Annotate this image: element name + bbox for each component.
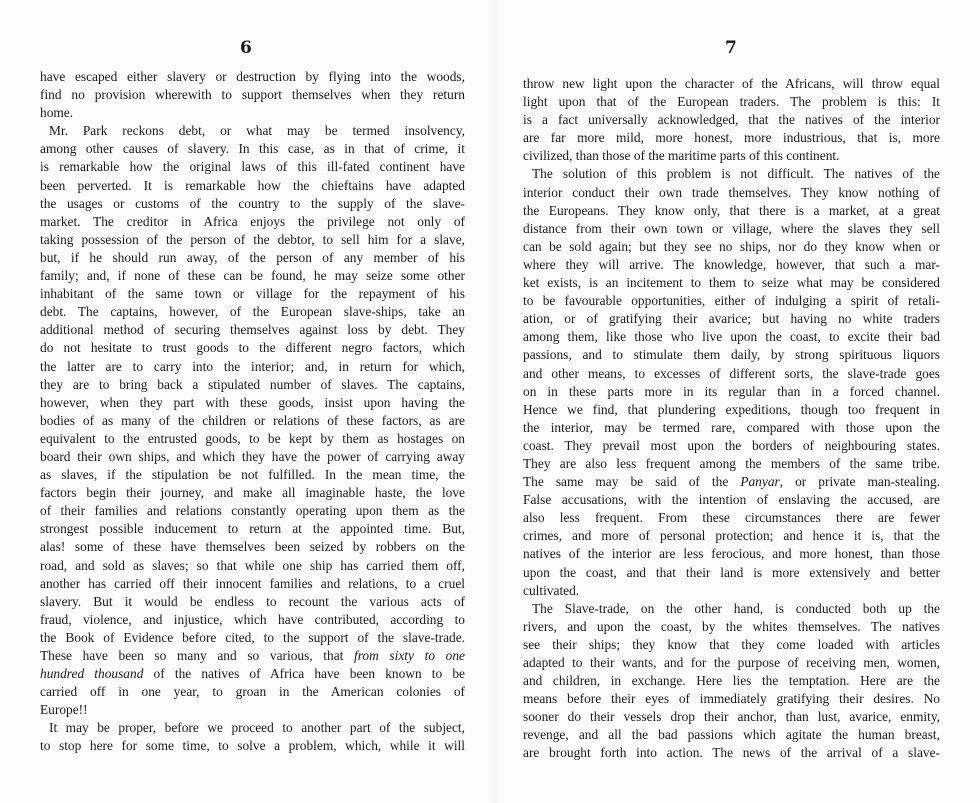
text-line: bodies of as many of the children or relations of these factors, as are: [40, 412, 465, 428]
text-line: is a fact universally acknowledged, that the natives of the interior: [523, 112, 940, 128]
text-line: also less frequent. From these circumstances there are fewer: [523, 510, 940, 526]
text-line: is remarkable how the original laws of this ill-fated continent have: [40, 159, 465, 175]
text-line: are brought forth into action. The news of the arrival of a slave-: [523, 745, 940, 761]
text-line: alas! some of these have themselves been seized by robbers on the: [40, 539, 465, 555]
text-line: False accusations, with the intention of enslaving the accused, are: [523, 492, 940, 508]
text-line: the Europeans. They know only, that there is a market, at a great: [523, 202, 940, 218]
text-line: equivalent to the entrusted goods, to be kept by them as hostages on: [40, 430, 465, 446]
text-line: adapted to their wants, and for the purpose of receiving men, women,: [523, 655, 940, 670]
text-line: and children, in exchange. Here lies the temptation. Here are the: [523, 673, 940, 689]
page-text: [40, 68, 465, 756]
text-line: taking possession of the person of the debtor, to sell him for a slave,: [40, 231, 465, 247]
text-line: factors begin their journey, and make all imaginable haste, the love: [40, 485, 465, 501]
text-line: road, and sold as slaves; so that while one ship has carried them off,: [40, 557, 465, 573]
text-line: Mr. Park reckons debt, or what may be termed insolvency,: [49, 123, 465, 139]
text-line: to stop here for some time, to solve a problem, which, while it will: [40, 738, 465, 754]
text-line: cultivated.: [523, 582, 580, 598]
text-line: fraud, violence, and injustice, which have contributed, according to: [40, 611, 465, 627]
text-line: and other means, to excesses of different sorts, the slave-trade goes: [523, 365, 940, 381]
text-line: but, if he should run away, of the person of any member of his: [40, 249, 465, 265]
page-number: 7: [725, 38, 737, 58]
book-gutter: [488, 0, 502, 803]
text-line: been perverted. It is remarkable how the chieftains have adapted: [40, 177, 465, 193]
text-line: revenge, and all the bad passions which agitate the human breast,: [523, 727, 940, 743]
text-line: ation, or of gratifying their avarice; but having no white traders: [523, 311, 940, 327]
text-line: can be sold again; but they see no ships, nor do they know when or: [523, 238, 940, 254]
right-page: [523, 0, 940, 803]
text-line: additional method of securing themselves against loss by debt. They: [40, 322, 465, 338]
text-line: are far more mild, more honest, more industrious, that is, more: [523, 130, 940, 146]
text-line: These have been so many and so various, that from sixty to one: [40, 648, 465, 663]
text-line: debt. The captains, however, of the European slave-ships, take an: [40, 304, 465, 320]
text-line: inhabitant of the same town or village for the repayment of his: [40, 286, 465, 302]
text-line: means before their eyes of immediately gratifying their desires. No: [523, 691, 940, 707]
text-line: among them, like those who live upon the coast, to excite their bad: [523, 329, 940, 345]
text-line: distance from their own town or village, where the slaves they sell: [523, 220, 940, 236]
page-number: 6: [240, 38, 252, 58]
left-page: [40, 0, 465, 803]
text-line: light upon that of the European traders. The problem is this: It: [523, 94, 940, 110]
text-line: upon the coast, and that their land is more extensively and better: [523, 564, 940, 580]
text-line: civilized, than those of the maritime parts of this continent.: [523, 148, 840, 164]
text-line: They are also less frequent among the members of the same tribe.: [523, 455, 940, 471]
text-line: interior conduct their own trade themselves. They know nothing of: [523, 184, 940, 200]
text-line: sooner do their vessels drop their anchor, than lust, avarice, enmity,: [523, 709, 940, 725]
text-line: the Book of Evidence before cited, to the support of the slave-trade.: [40, 629, 465, 645]
text-line: the latter are to carry into the interior; and, in return for which,: [40, 358, 465, 374]
text-line: strongest possible inducement to return at the appointed time. But,: [40, 521, 465, 537]
text-line: coast. They prevail most upon the borders of neighbouring states.: [523, 437, 940, 453]
text-line: market. The creditor in Africa enjoys the privilege not only of: [40, 213, 465, 229]
text-line: home.: [40, 105, 74, 121]
text-line: board their own ships, and which they have the power of carrying away: [40, 448, 465, 464]
text-line: passions, and to stimulate them daily, by strong spirituous liquors: [523, 347, 940, 363]
text-line: see their ships; they know that they come loaded with articles: [523, 636, 940, 652]
text-line: crimes, and more of personal protection; and hence it is, that the: [523, 528, 940, 544]
text-line: on in these parts more in its regular than in a forced channel.: [523, 383, 940, 399]
text-line: rivers, and upon the coast, by the whites themselves. The natives: [523, 618, 940, 634]
text-line: It may be proper, before we proceed to another part of the subject,: [49, 720, 465, 736]
text-line: carried off in one year, to groan in the American colonies of: [40, 684, 465, 700]
text-line: natives of the interior are less ferocious, and more honest, than those: [523, 546, 940, 562]
text-line: slavery. But it would be endless to recount the various acts of: [40, 593, 465, 609]
page-text: [523, 75, 940, 763]
text-line: they are to bring back a stipulated number of slaves. The captains,: [40, 376, 465, 392]
text-line: find no provision wherewith to support themselves when they return: [40, 87, 465, 103]
text-line: throw new light upon the character of the Africans, will throw equal: [523, 76, 940, 91]
text-line: The solution of this problem is not difficult. The natives of the: [532, 166, 940, 182]
text-line: The same may be said of the Panyar, or private man-stealing.: [523, 474, 940, 490]
text-line: the usages or customs of the country to the supply of the slave-: [40, 195, 465, 211]
text-line: hundred thousand of the natives of Africa have been known to be: [40, 666, 465, 682]
text-line: ket exists, is an incitement to them to seize what may be considered: [523, 275, 940, 291]
text-line: Europe!!: [40, 702, 88, 718]
text-line: of their families and relations constantly operating upon them as the: [40, 503, 465, 519]
text-line: have escaped either slavery or destruction by flying into the woods,: [40, 69, 465, 84]
text-line: as slaves, if the stipulation be not fulfilled. In the mean time, the: [40, 467, 465, 483]
text-line: however, when they part with these goods, insist upon having the: [40, 394, 465, 410]
text-line: the interior, may be termed rare, compared with those upon the: [523, 419, 940, 435]
text-line: to be favourable opportunities, either of indulging a spirit of retali-: [523, 293, 940, 309]
text-line: do not hesitate to trust goods to the different negro factors, which: [40, 340, 465, 356]
text-line: where they will arrive. The knowledge, however, that such a mar-: [523, 256, 940, 272]
text-line: The Slave-trade, on the other hand, is conducted both up the: [532, 600, 940, 616]
text-line: family; and, if none of these can be found, he may seize some other: [40, 268, 465, 284]
text-line: among other causes of slavery. In this case, as in that of crime, it: [40, 141, 465, 157]
text-line: Hence we find, that plundering expeditions, though too frequent in: [523, 401, 940, 417]
text-line: another has carried off their innocent families and relations, to a cruel: [40, 575, 465, 591]
